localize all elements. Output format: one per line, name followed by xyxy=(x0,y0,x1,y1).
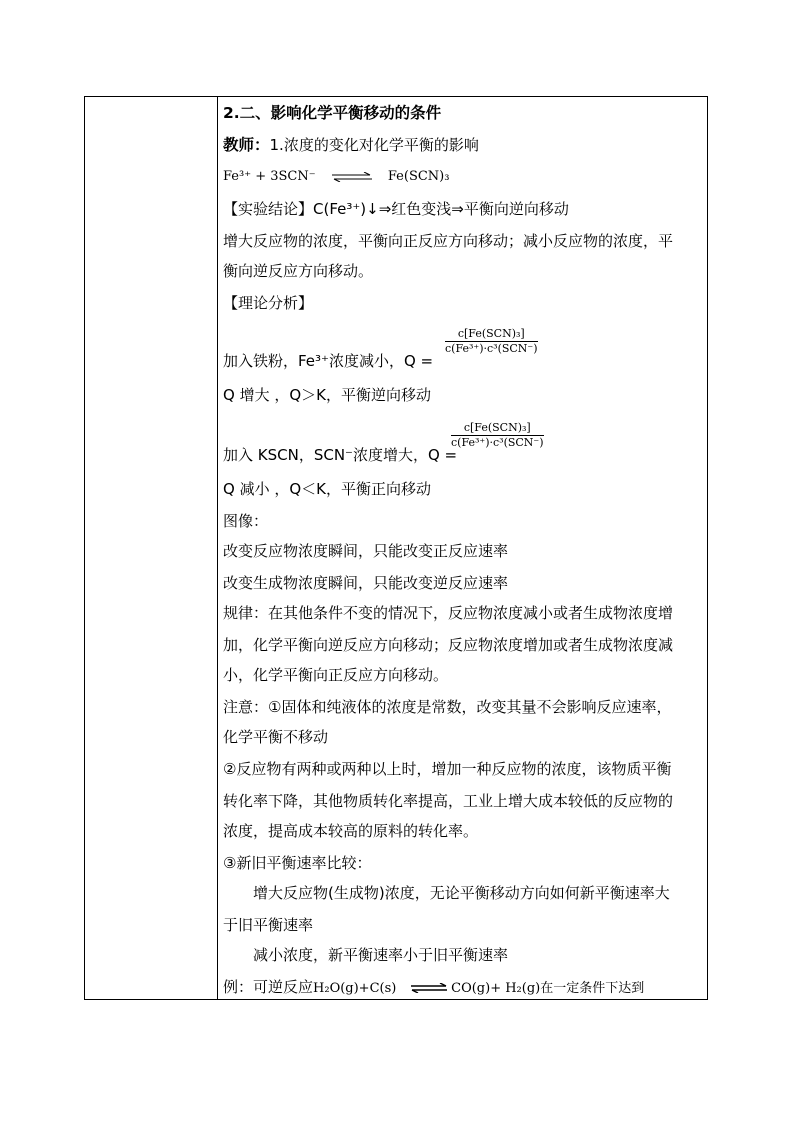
case1-denominator: c(Fe³⁺)·c³(SCN⁻) xyxy=(445,342,538,355)
teacher-text: 1.浓度的变化对化学平衡的影响 xyxy=(269,136,479,154)
experiment-conclusion: 【实验结论】C(Fe³⁺)↓⇒红色变浅⇒平衡向逆向移动 xyxy=(223,200,569,218)
example-line xyxy=(223,977,644,999)
note2-line1: ②反应物有两种或两种以上时，增加一种反应物的浓度，该物质平衡 xyxy=(223,760,672,778)
lesson-table xyxy=(84,96,708,1000)
note2-line3: 浓度，提高成本较高的原料的转化率。 xyxy=(223,822,479,840)
column-divider xyxy=(217,97,218,999)
note3-title: ③新旧平衡速率比较： xyxy=(223,854,372,872)
rate-line-1: 改变反应物浓度瞬间，只能改变正反应速率 xyxy=(223,542,509,560)
case2-denominator: c(Fe³⁺)·c³(SCN⁻) xyxy=(451,436,544,449)
case1-numerator: c[Fe(SCN)₃] xyxy=(445,327,538,342)
case2-fraction xyxy=(451,421,544,450)
note3-line1: 增大反应物(生成物)浓度，无论平衡移动方向如何新平衡速率大 xyxy=(253,884,670,902)
teacher-label: 教师： xyxy=(223,136,270,154)
section-heading: 2.二、影响化学平衡移动的条件 xyxy=(223,104,442,122)
note-line2: 化学平衡不移动 xyxy=(223,728,329,746)
note-line1: 注意：①固体和纯液体的浓度是常数，改变其量不会影响反应速率， xyxy=(223,698,672,716)
rate-line-2: 改变生成物浓度瞬间，只能改变逆反应速率 xyxy=(223,574,509,592)
equation-1-left: Fe³⁺ + 3SCN⁻ xyxy=(223,169,316,184)
para1-line2: 衡向逆反应方向移动。 xyxy=(223,262,374,280)
equilibrium-arrow-icon xyxy=(330,172,374,182)
note3-line2: 于旧平衡速率 xyxy=(223,916,314,934)
case1-result: Q 增大 ，Q＞K，平衡逆向移动 xyxy=(223,386,431,404)
para1-line1: 增大反应物的浓度，平衡向正反应方向移动；减小反应物的浓度，平 xyxy=(223,232,674,250)
case2-result: Q 减小 ，Q＜K，平衡正向移动 xyxy=(223,480,431,498)
case2-numerator: c[Fe(SCN)₃] xyxy=(451,421,544,436)
equation-1-right: Fe(SCN)₃ xyxy=(387,169,450,184)
rule-line3: 小，化学平衡向正反应方向移动。 xyxy=(223,666,449,684)
rule-line1: 规律：在其他条件不变的情况下，反应物浓度减小或者生成物浓度增 xyxy=(223,604,674,622)
case2-text: 加入 KSCN，SCN⁻浓度增大，Q = xyxy=(223,446,458,464)
example-right: CO(g)+ H₂(g)在一定条件下达到 xyxy=(451,981,645,996)
rule-line2: 加，化学平衡向逆反应方向移动；反应物浓度增加或者生成物浓度减 xyxy=(223,636,674,654)
image-label: 图像： xyxy=(223,512,269,530)
analysis-label: 【理论分析】 xyxy=(223,294,314,312)
equilibrium-arrow-icon-2 xyxy=(409,983,449,993)
example-prefix: 例：可逆反应 xyxy=(223,978,314,996)
example-left: H₂O(g)+C(s) xyxy=(313,981,397,996)
note3b-line: 减小浓度，新平衡速率小于旧平衡速率 xyxy=(253,946,509,964)
note2-line2: 转化率下降，其他物质转化率提高，工业上增大成本较低的反应物的 xyxy=(223,792,674,810)
equation-1 xyxy=(223,167,449,187)
case1-fraction xyxy=(445,327,538,356)
case1-text: 加入铁粉，Fe³⁺浓度减小，Q = xyxy=(223,352,434,370)
teacher-line xyxy=(223,135,479,155)
